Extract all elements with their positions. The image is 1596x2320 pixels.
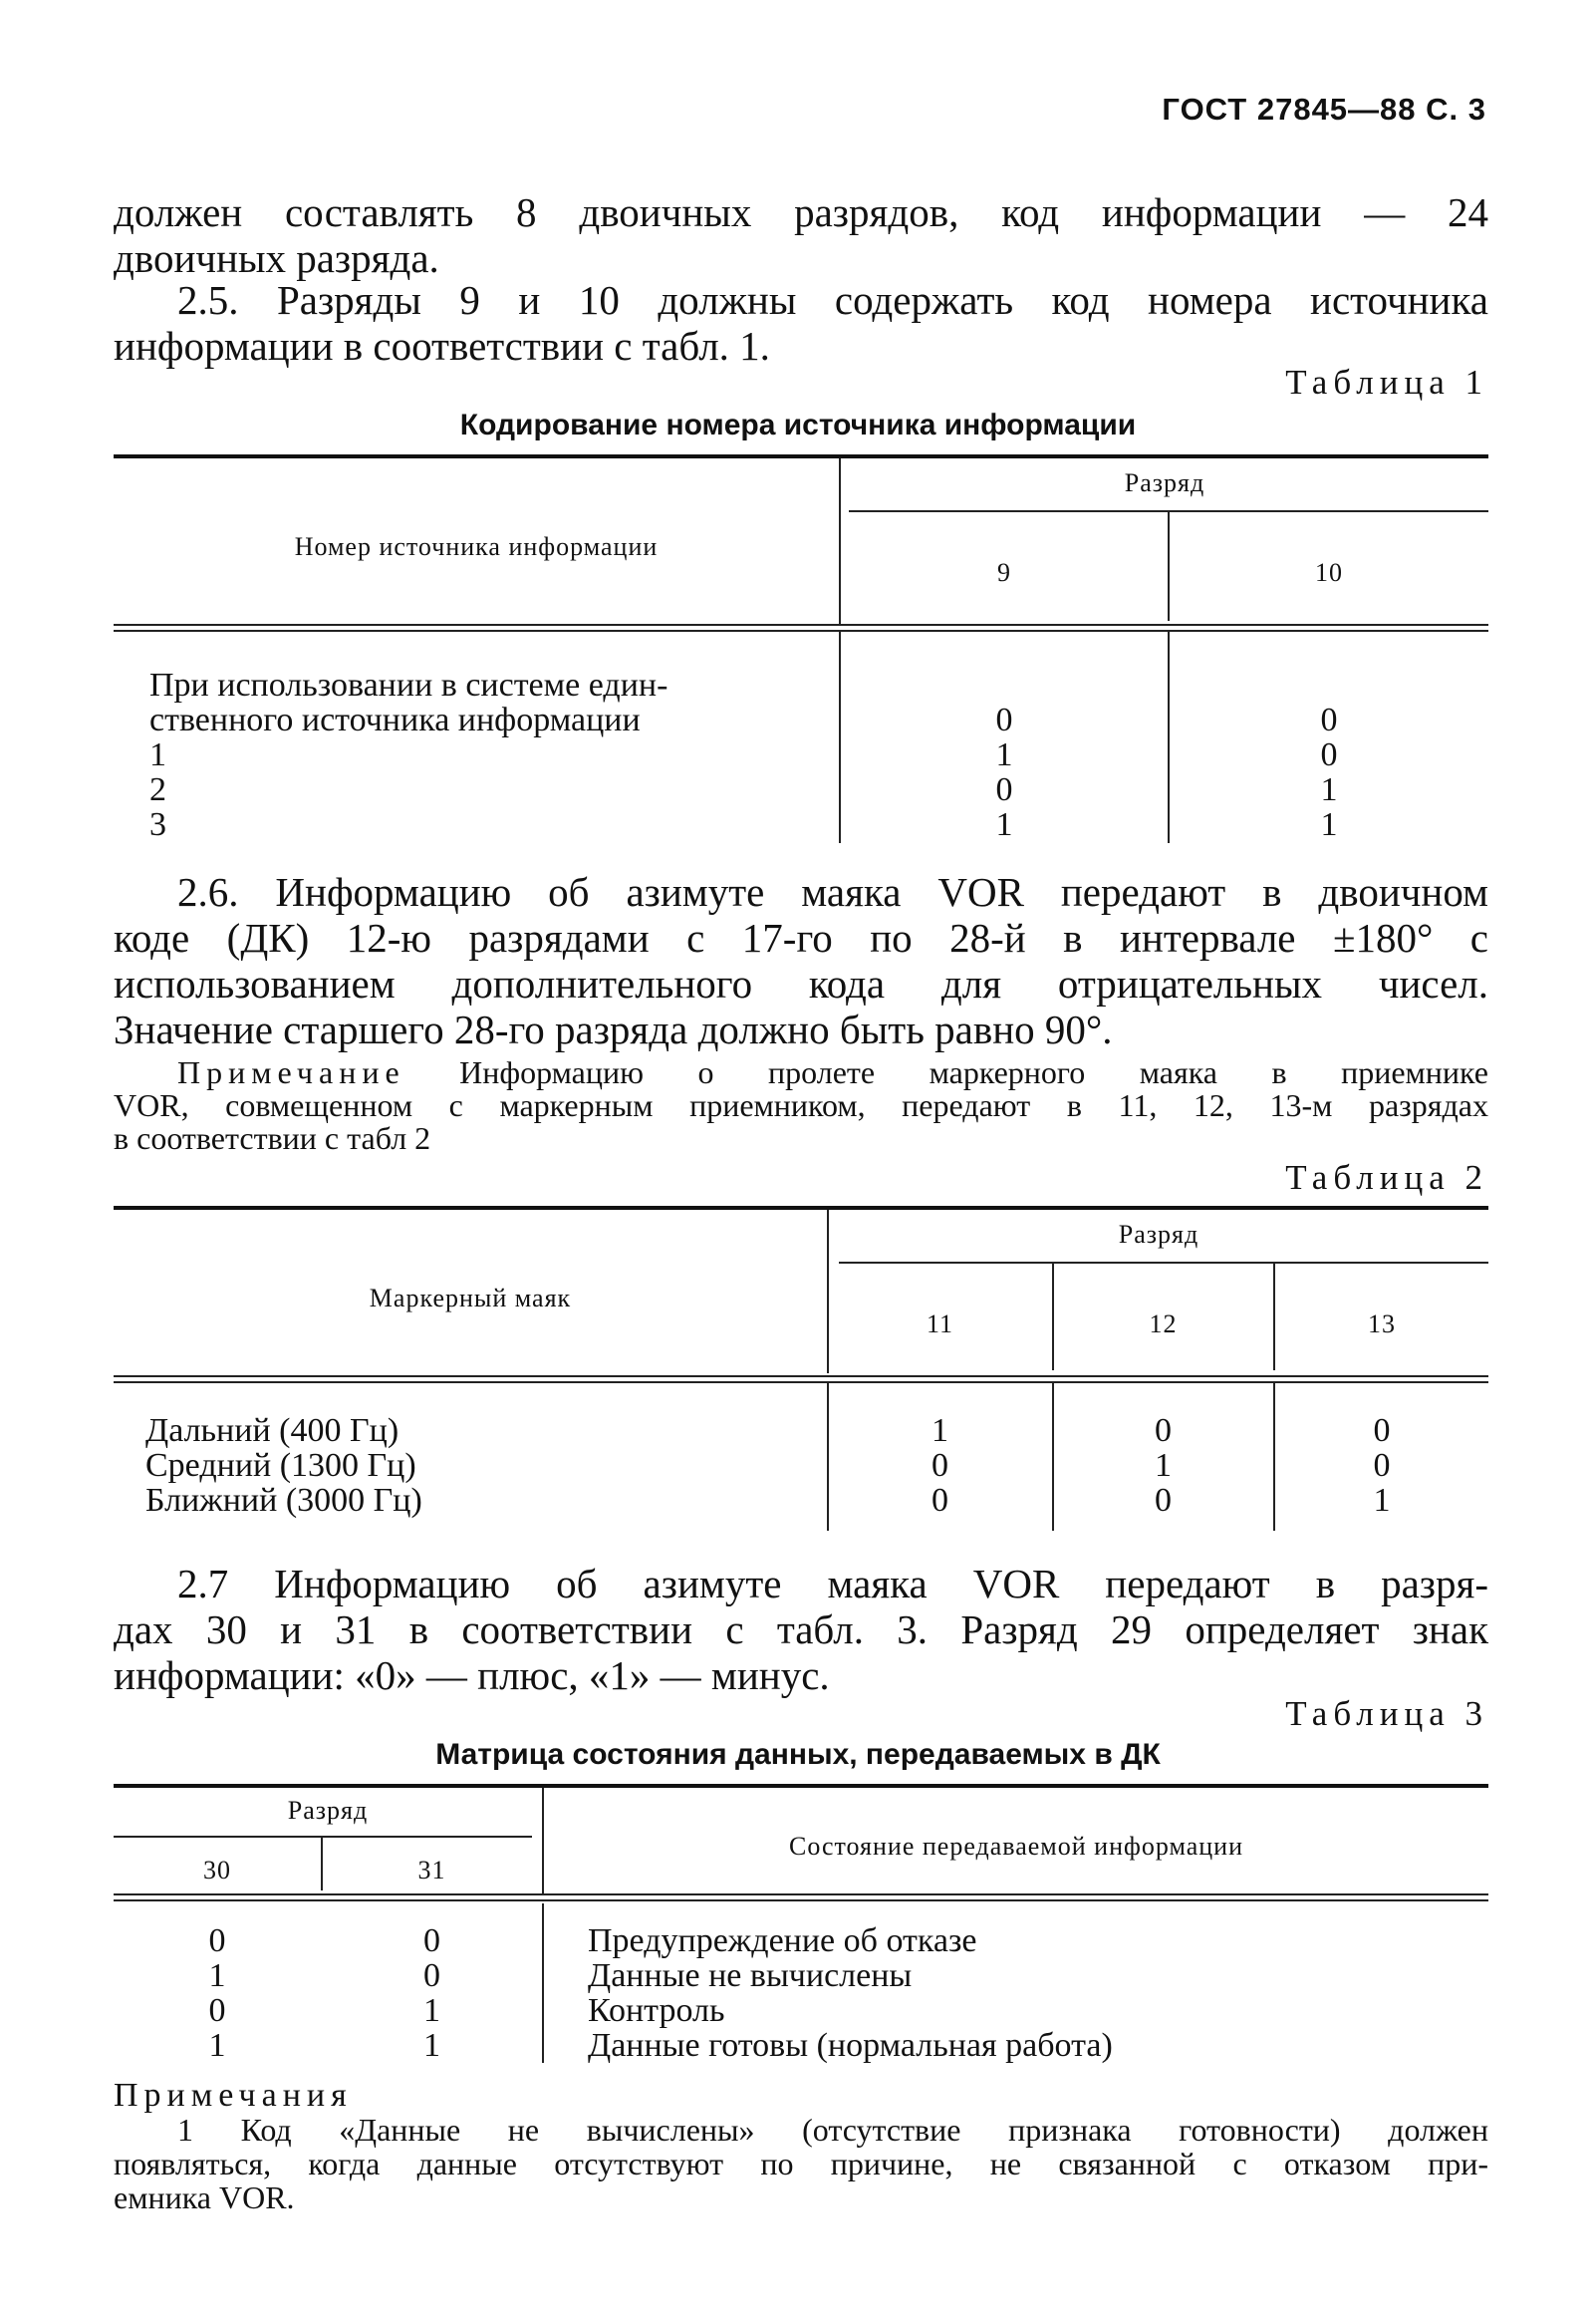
text-line: информации: «0» — плюс, «1» — минус. — [114, 1652, 830, 1698]
table-3-title: Матрица состояния данных, передаваемых в ДК — [435, 1738, 1161, 1771]
table-2-subheader-11: 11 — [926, 1309, 954, 1338]
table-1-subheader-9: 9 — [997, 558, 1011, 587]
table-1-row-labels: При использовании в системе един- ственного источника информации 1 2 3 — [149, 667, 668, 843]
table-2-header-rule — [114, 1381, 1488, 1383]
table-1-col-header: Номер источника информации — [294, 532, 659, 561]
table-3-header-rule — [114, 1893, 1488, 1895]
table-2-col-header: Маркерный маяк — [369, 1284, 572, 1312]
table-3-group-header: Разряд — [287, 1796, 369, 1825]
table-1-label: Таблица 1 — [1285, 363, 1488, 402]
table-2-group-header: Разряд — [1118, 1220, 1199, 1249]
text-line: дах 30 и 31 в соответствии с табл. 3. Разряд 29 определяет знак — [114, 1606, 1488, 1652]
table-2-subheader-rule — [839, 1262, 1488, 1264]
text-line: появляться, когда данные отсутствуют по причине, не связанной с отказом при- — [114, 2146, 1488, 2181]
text-line: информации в соответствии с табл. 1. — [114, 323, 770, 369]
table-2-header-rule — [114, 1375, 1488, 1377]
table-3-divider — [542, 1903, 544, 2063]
paragraph-2-7 — [114, 1561, 1488, 1698]
table-3-top-rule — [114, 1784, 1488, 1788]
text-line: емника VOR. — [114, 2179, 295, 2215]
table-3-label: Таблица 3 — [1285, 1694, 1488, 1733]
notes-2-title: Примечания — [114, 2077, 353, 2114]
table-3-subheader-rule — [114, 1836, 532, 1838]
text-line: Информацию о пролете маркерного маяка в приемнике — [459, 1054, 1489, 1090]
table-1-header-rule — [114, 630, 1488, 632]
table-3-header-rule — [114, 1899, 1488, 1901]
paragraph-intro — [114, 189, 1488, 281]
text-line: 2.5. Разряды 9 и 10 должны содержать код номера источника — [177, 277, 1488, 323]
table-2-subheader-12: 12 — [1149, 1309, 1178, 1338]
table-1-subheader-10: 10 — [1315, 558, 1343, 587]
table-1-col-10-values: 0 0 1 1 — [1320, 702, 1338, 843]
text-line: двоичных разряда. — [114, 235, 439, 281]
text-line: 2.7 Информацию об азимуте маяка VOR передают в разря- — [177, 1561, 1488, 1606]
table-2-col-13-values: 0 0 1 — [1373, 1412, 1391, 1519]
note-1 — [114, 1056, 1488, 1155]
table-2-col-11-values: 1 0 0 — [931, 1412, 948, 1519]
text-line: использованием дополнительного кода для отрицательных чисел. — [114, 961, 1488, 1007]
table-2-row-labels: Дальний (400 Гц) Средний (1300 Гц) Ближний (3000 Гц) — [145, 1412, 422, 1519]
table-2-col-12-values: 0 1 0 — [1155, 1412, 1172, 1519]
text-line: Значение старшего 28-го разряда должно быть равно 90°. — [114, 1007, 1113, 1052]
paragraph-2-5 — [114, 277, 1488, 369]
text-line: 1 Код «Данные не вычислены» (отсутствие признака готовности) должен — [177, 2112, 1488, 2148]
table-1-col-9-values: 0 1 0 1 — [995, 702, 1013, 843]
text-line: в соответствии с табл 2 — [114, 1120, 431, 1156]
paragraph-2-6 — [114, 869, 1488, 1052]
table-1-group-header: Разряд — [1124, 468, 1205, 497]
text-line: VOR, совмещенном с маркерным приемником, передают в 11, 12, 13-м разрядах — [114, 1087, 1488, 1123]
table-1-top-rule — [114, 454, 1488, 458]
table-3-subheader-30: 30 — [203, 1856, 231, 1885]
table-2-label: Таблица 2 — [1285, 1158, 1488, 1197]
notes-2 — [114, 2079, 1488, 2214]
text-line: коде (ДК) 12-ю разрядами с 17-го по 28-й в интервале ±180° с — [114, 915, 1488, 961]
table-2-top-rule — [114, 1206, 1488, 1210]
table-3-states: Предупреждение об отказе Данные не вычислены Контроль Данные готовы (нормальная работа) — [588, 1922, 1113, 2064]
text-line: должен составлять 8 двоичных разрядов, код информации — 24 — [114, 189, 1488, 235]
table-3-col-30-values: 0 1 0 1 — [208, 1922, 226, 2064]
table-3-col-31-values: 0 0 1 1 — [423, 1922, 440, 2064]
note-1-title: Примечание — [177, 1054, 405, 1090]
table-3-subheader-31: 31 — [417, 1856, 446, 1885]
table-2-subheader-13: 13 — [1368, 1309, 1396, 1338]
page-header: ГОСТ 27845—88 С. 3 — [1162, 92, 1486, 127]
text-line: 2.6. Информацию об азимуте маяка VOR передают в двоичном — [177, 869, 1488, 915]
table-1-title: Кодирование номера источника информации — [459, 409, 1137, 441]
table-1-header-rule — [114, 624, 1488, 626]
table-3-state-header: Состояние передаваемой информации — [788, 1832, 1244, 1861]
